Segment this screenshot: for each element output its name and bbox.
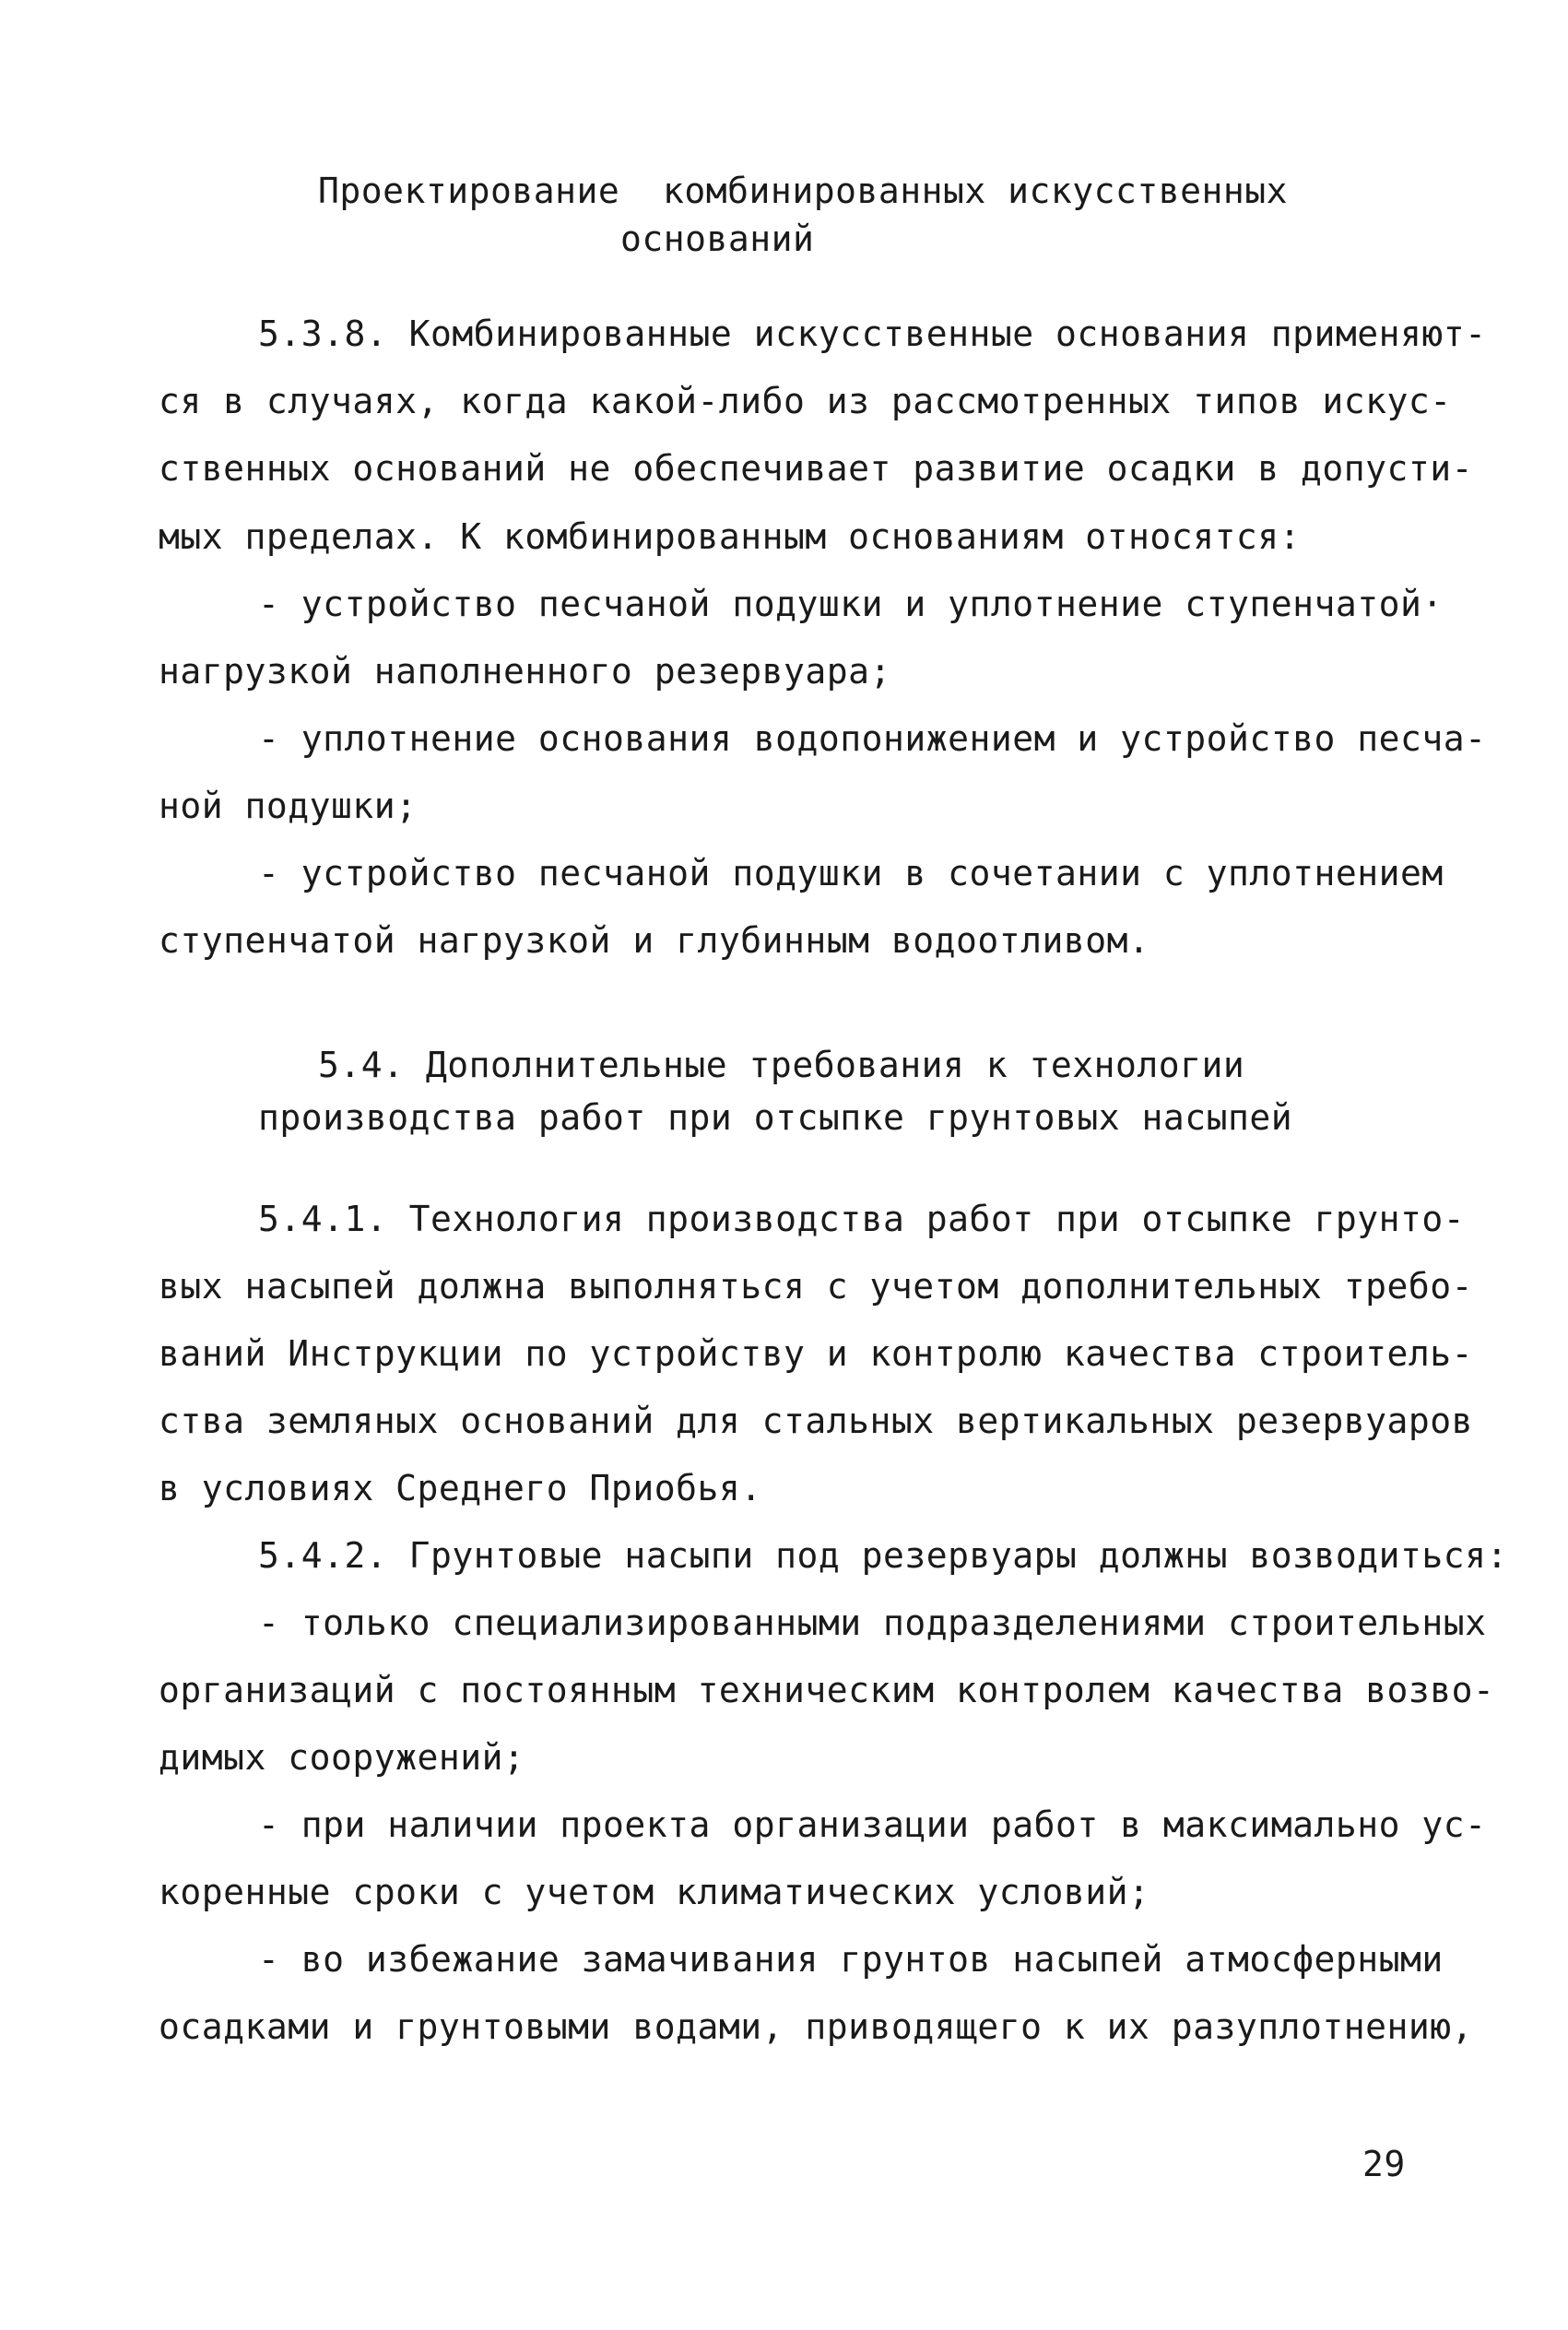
list-542-item-1-line-1: - только специализированными подразделениями строительных: [258, 1603, 1487, 1643]
paragraph-538-line-2: ся в случаях, когда какой-либо из рассмотренных типов искус-: [159, 381, 1452, 421]
paragraph-538-line-1: 5.3.8. Комбинированные искусственные основания применяют-: [258, 313, 1487, 354]
paragraph-541-line-3: ваний Инструкции по устройству и контролю качества строитель-: [159, 1333, 1474, 1374]
list-item-3-line-1: - устройство песчаной подушки в сочетании с уплотнением: [258, 853, 1444, 893]
paragraph-541-line-4: ства земляных оснований для стальных вертикальных резервуаров: [159, 1401, 1474, 1441]
list-item-2-line-2: ной подушки;: [159, 786, 418, 826]
section-54-heading-line-1: 5.4. Дополнительные требования к технологии: [318, 1045, 1245, 1085]
section-heading-line-1: Проектирование комбинированных искусственных: [318, 171, 1289, 211]
list-item-2-line-1: - уплотнение основания водопонижением и устройство песча-: [258, 718, 1487, 759]
list-542-item-2-line-1: - при наличии проекта организации работ в максимально ус-: [258, 1804, 1487, 1845]
paragraph-541-line-5: в условиях Среднего Приобья.: [159, 1468, 762, 1508]
paragraph-538-line-4: мых пределах. К комбинированным основаниям относятся:: [159, 516, 1302, 557]
list-item-3-line-2: ступенчатой нагрузкой и глубинным водоотливом.: [159, 920, 1150, 961]
list-542-item-3-line-1: - во избежание замачивания грунтов насыпей атмосферными: [258, 1939, 1444, 1980]
paragraph-538-line-3: ственных оснований не обеспечивает развитие осадки в допусти-: [159, 448, 1474, 489]
list-542-item-2-line-2: коренные сроки с учетом климатических условий;: [159, 1872, 1150, 1912]
section-54-heading-line-2: производства работ при отсыпке грунтовых насыпей: [258, 1097, 1293, 1138]
list-542-item-3-line-2: осадками и грунтовыми водами, приводящего к их разуплотнению,: [159, 2006, 1474, 2047]
section-heading-line-2: оснований: [620, 219, 815, 259]
paragraph-541-line-1: 5.4.1. Технология производства работ при отсыпке грунто-: [258, 1199, 1466, 1239]
page-number: 29: [1362, 2144, 1406, 2184]
list-item-1-line-1: - устройство песчаной подушки и уплотнение ступенчатой·: [258, 584, 1444, 624]
list-item-1-line-2: нагрузкой наполненного резервуара;: [159, 651, 891, 692]
paragraph-541-line-2: вых насыпей должна выполняться с учетом дополнительных требо-: [159, 1266, 1474, 1307]
paragraph-542: 5.4.2. Грунтовые насыпи под резервуары должны возводиться:: [258, 1535, 1508, 1576]
list-542-item-1-line-2: организаций с постоянным техническим контролем качества возво-: [159, 1670, 1495, 1710]
list-542-item-1-line-3: димых сооружений;: [159, 1737, 525, 1778]
